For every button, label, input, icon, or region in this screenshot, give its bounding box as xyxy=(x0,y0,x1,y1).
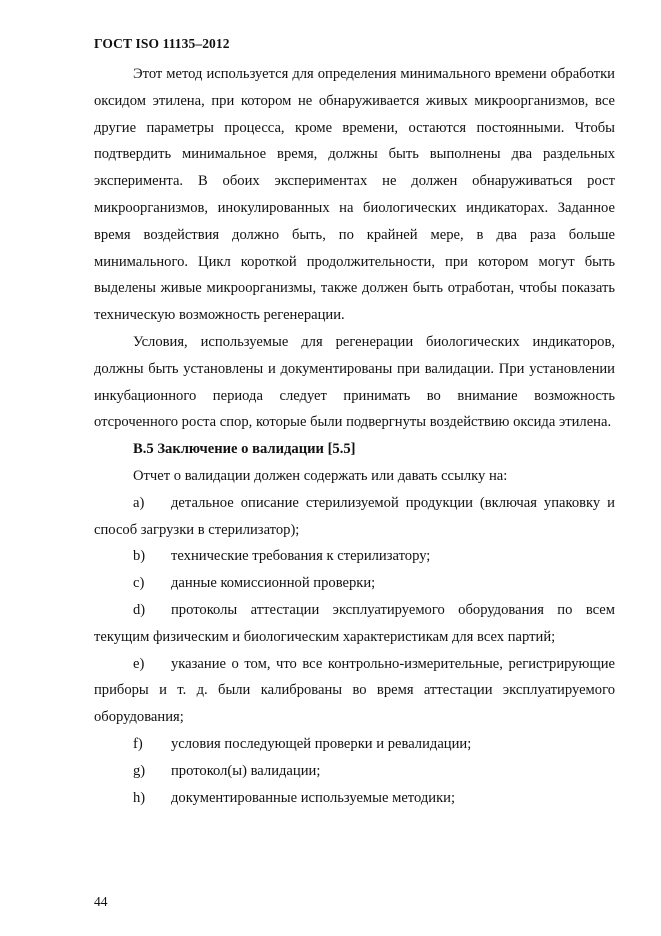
list-marker: d) xyxy=(133,601,146,618)
list-item-text: указание о том, что все контрольно-измерительные, регистрирующие приборы и т. д. были калиброваны во время аттестации эксплуатируемого оборудования; xyxy=(94,655,615,726)
list-item-text: технические требования к стерилизатору; xyxy=(171,548,431,565)
section-heading: В.5 Заключение о валидации [5.5] xyxy=(133,441,356,458)
list-marker: b) xyxy=(133,548,146,565)
list-item-a xyxy=(94,490,615,544)
paragraph-method: Этот метод используется для определения минимального времени обработки оксидом этилена, при котором не обнаруживается живых микроорганизмов, все другие параметры процесса, кроме времени, остаются постоянными. Чтобы подтвердить минимальное время, должны быть выполнены два раздельных эксперимента. В обоих экспериментах не должен обнаруживаться рост микроорганизмов, инокулированных на биологических индикаторах. Заданное время воздействия должно быть, по крайней мере, в два раза больше минимального. Цикл короткой продолжительности, при котором могут быть выделены живые микроорганизмы, также должен быть отработан, чтобы показать техническую возможность регенерации. xyxy=(94,66,615,324)
page-body xyxy=(94,61,615,811)
list-item-c xyxy=(94,570,615,597)
list-item-h xyxy=(94,785,615,812)
paragraph-conditions: Условия, используемые для регенерации биологических индикаторов, должны быть установлены и документированы при валидации. При установлении инкубационного периода следует принимать во внимание возможность отсроченного роста спор, которые были подвергнуты воздействию оксида этилена. xyxy=(94,333,615,431)
list-item-d xyxy=(94,597,615,651)
document-header: ГОСТ ISO 11135–2012 xyxy=(94,36,230,51)
section-intro: Отчет о валидации должен содержать или давать ссылку на: xyxy=(133,467,508,484)
list-item-text: протокол(ы) валидации; xyxy=(171,762,321,779)
list-marker: c) xyxy=(133,575,145,592)
list-item-e xyxy=(94,651,615,731)
list-item-text: протоколы аттестации эксплуатируемого оборудования по всем текущим физическим и биологическим характеристикам для всех партий; xyxy=(94,601,615,645)
list-item-text: детальное описание стерилизуемой продукции (включая упаковку и способ загрузки в стерилизатор); xyxy=(94,494,615,538)
list-marker: f) xyxy=(133,735,143,752)
list-marker: g) xyxy=(133,762,146,779)
list-item-f xyxy=(94,731,615,758)
list-item-b xyxy=(94,543,615,570)
page-number: 44 xyxy=(94,894,108,909)
list-marker: h) xyxy=(133,789,146,806)
list-marker: a) xyxy=(133,494,145,511)
list-item-g xyxy=(94,758,615,785)
list-item-text: документированные используемые методики; xyxy=(171,789,456,806)
list-item-text: данные комиссионной проверки; xyxy=(171,575,376,592)
list-item-text: условия последующей проверки и ревалидации; xyxy=(171,735,472,752)
list-marker: e) xyxy=(133,655,145,672)
